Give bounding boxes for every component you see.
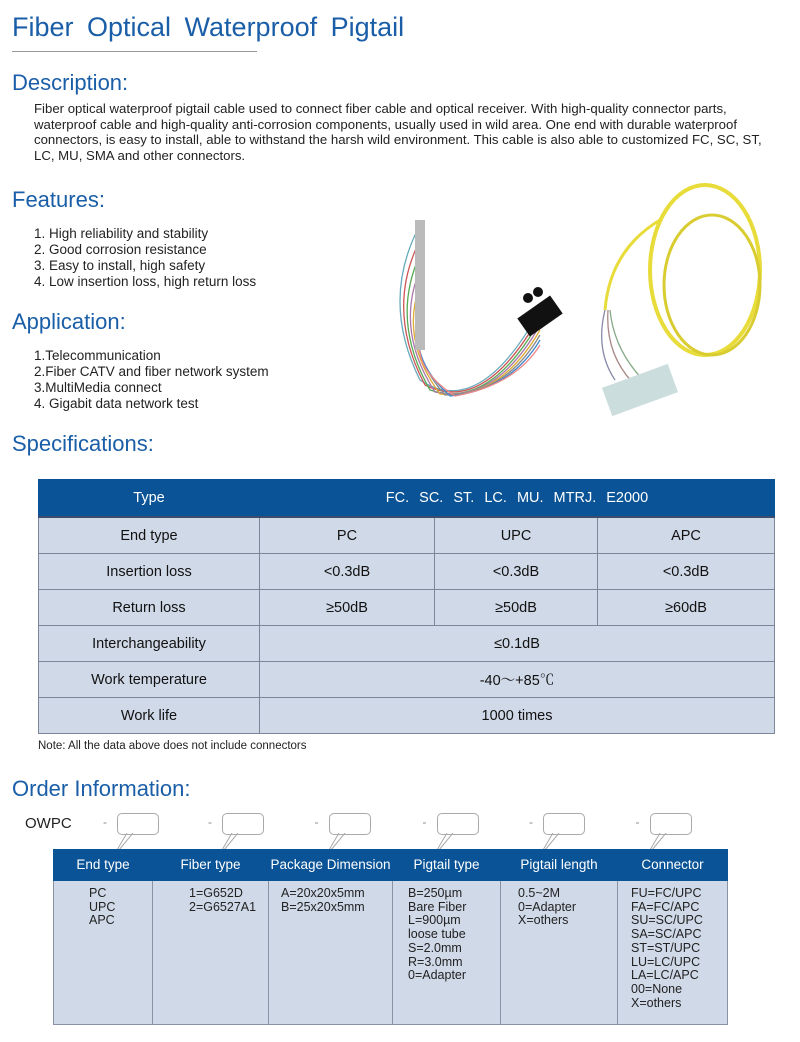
option-line: B=25x20x5mm [281,899,365,914]
pigtail-product-photo [360,180,790,420]
column-header: Package Dimension [269,850,393,881]
option-line: 0=Adapter [518,899,577,914]
separator-dash: - [635,815,640,829]
description-heading: Description: [12,70,129,95]
table-row [39,626,775,662]
option-line: LU=LC/UPC [631,954,701,969]
order-table [53,849,728,1025]
option-line: R=3.0mm [408,954,463,969]
code-input-box[interactable] [543,813,585,835]
code-input-box[interactable] [329,813,371,835]
option-line: SA=SC/APC [631,927,702,942]
list-item: 1.Telecommunication [34,348,161,363]
table-row [39,662,775,698]
option-line: FA=FC/APC [631,899,700,914]
spec-note: Note: All the data above does not include connectors [38,740,307,752]
table-header-row [39,480,775,518]
title-divider [12,51,257,52]
option-line: loose tube [408,927,466,942]
separator-dash: - [314,815,319,829]
specifications-table [38,479,775,734]
order-cell [54,881,153,1025]
option-line: 0.5~2M [518,886,561,900]
option-line: 1=G652D [189,886,243,900]
cell: 1000 times [260,698,775,734]
row-label: Insertion loss [39,554,260,590]
cell: <0.3dB [435,554,598,590]
separator-dash: - [529,815,533,829]
order-cell [153,881,269,1025]
option-line: X=others [518,913,569,928]
cell: UPC [435,517,598,554]
option-line: PC [89,886,107,900]
list-item: 4. Gigabit data network test [34,396,199,411]
option-line: A=20x20x5mm [281,886,365,900]
list-item: 4. Low insertion loss, high return loss [34,274,257,289]
order-cell [501,881,618,1025]
list-item: 1. High reliability and stability [34,226,209,241]
page-title: Fiber Optical Waterproof Pigtail [12,12,405,42]
option-line: Bare Fiber [408,899,467,914]
features-list [34,226,256,290]
cell: <0.3dB [260,554,435,590]
list-item: 3.MultiMedia connect [34,380,162,395]
option-line: 2=G6527A1 [189,899,257,914]
option-line: ST=ST/UPC [631,940,701,955]
option-line: UPC [89,899,116,914]
option-line: L=900µm [408,913,461,928]
table-row [39,517,775,554]
option-line: B=250µm [408,886,463,900]
features-heading: Features: [12,187,105,212]
cell: -40～+85℃ [260,662,775,698]
table-header-row [54,850,728,881]
order-prefix: OWPC [25,815,72,832]
specifications-heading: Specifications: [12,431,154,456]
option-line: 00=None [631,981,683,996]
order-cell [393,881,501,1025]
cell: ≥60dB [598,590,775,626]
code-input-box[interactable] [117,813,159,835]
option-line: X=others [631,995,682,1010]
application-list [34,348,269,412]
column-header: Pigtail type [393,850,501,881]
list-item: 2.Fiber CATV and fiber network system [34,364,269,379]
column-header: Pigtail length [501,850,618,881]
code-input-box[interactable] [437,813,479,835]
row-label: End type [39,517,260,554]
list-item: 2. Good corrosion resistance [34,242,207,257]
cell: PC [260,517,435,554]
option-line: 0=Adapter [408,968,467,983]
code-input-box[interactable] [222,813,264,835]
description-text: Fiber optical waterproof pigtail cable used to connect fiber cable and optical receiver. With high-quality connector parts, waterproof cable and high-quality anti-corrosion components, usually used in wild area. One end with durable waterproof connectors, is easy to install, able to withstand the harsh wild environment. This cable is also able to customized FC, SC, ST, LC, MU, SMA and other connectors. [34,101,762,163]
application-heading: Application: [12,309,126,334]
option-line: APC [89,913,115,928]
option-line: FU=FC/UPC [631,886,702,900]
option-line: LA=LC/APC [631,968,699,983]
cell: <0.3dB [598,554,775,590]
separator-dash: - [422,815,427,829]
cell: APC [598,517,775,554]
cell: ≥50dB [260,590,435,626]
separator-dash: - [208,815,212,829]
column-header: Connector [618,850,728,881]
cell: ≥50dB [435,590,598,626]
order-cell [269,881,393,1025]
option-line: SU=SC/UPC [631,913,703,928]
row-label: Interchangeability [39,626,260,662]
separator-dash: - [103,815,107,829]
list-item: 3. Easy to install, high safety [34,258,206,273]
table-row [54,881,728,1025]
column-header: Fiber type [153,850,269,881]
order-cell [618,881,728,1025]
table-row [39,554,775,590]
type-value: FC. SC. ST. LC. MU. MTRJ. E2000 [260,480,775,518]
order-heading: Order Information: [12,776,191,801]
column-header: End type [54,850,153,881]
code-input-box[interactable] [650,813,692,835]
table-row [39,698,775,734]
table-row [39,590,775,626]
type-label: Type [39,480,260,518]
row-label: Return loss [39,590,260,626]
cell: ≤0.1dB [260,626,775,662]
row-label: Work life [39,698,260,734]
option-line: S=2.0mm [408,940,462,955]
row-label: Work temperature [39,662,260,698]
